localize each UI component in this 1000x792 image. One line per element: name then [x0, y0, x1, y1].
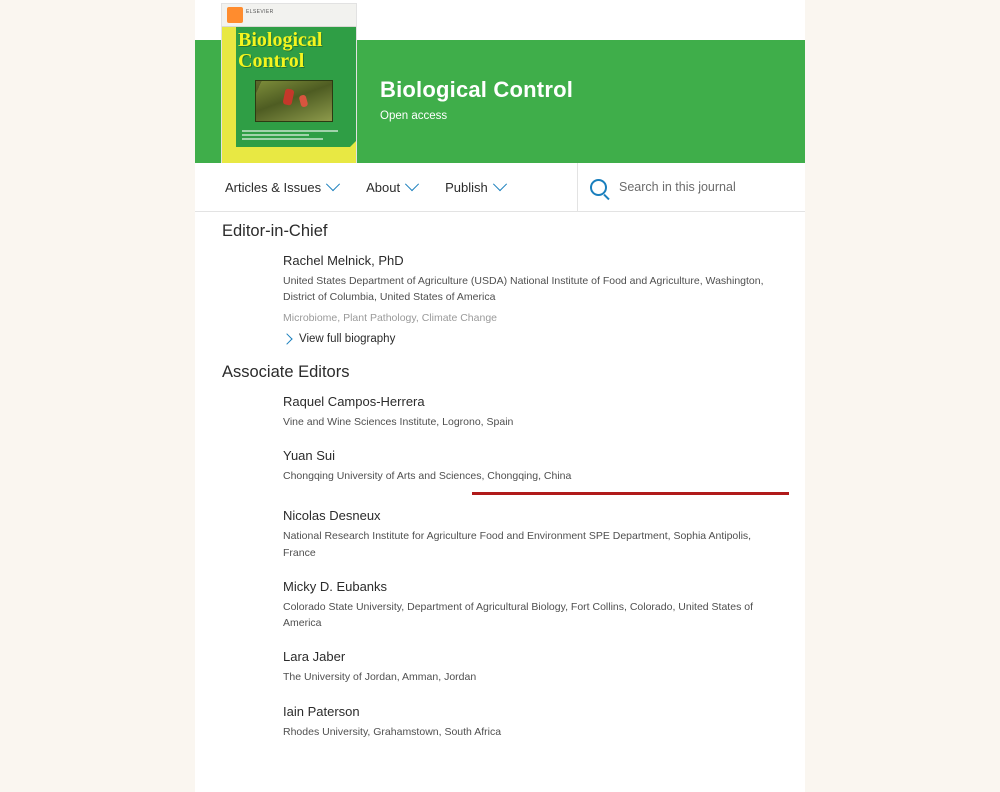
nav-divider: [577, 163, 578, 211]
editor-name: Nicolas Desneux: [283, 508, 381, 524]
editor-affiliation: Colorado State University, Department of Agricultural Biology, Fort Collins, Colorado, United States of America: [283, 600, 753, 630]
cover-photo-insect-1: [282, 88, 294, 106]
nav-item-label: Publish: [445, 179, 488, 195]
editorial-board-content: [195, 211, 805, 758]
view-full-biography-label: View full biography: [299, 332, 396, 345]
journal-search[interactable]: [590, 163, 805, 211]
editor-name: Micky D. Eubanks: [283, 578, 388, 594]
nav-item-label: Articles & Issues: [225, 179, 322, 195]
cover-photo-insect-2: [299, 94, 309, 107]
journal-page: [195, 0, 805, 792]
cover-wedge: [340, 131, 357, 157]
editor-entry: [283, 253, 773, 345]
cover-yellow-band: [222, 26, 236, 163]
chevron-down-icon: [405, 177, 419, 191]
editor-affiliation: Chongqing University of Arts and Sciences, Chongqing, China: [283, 470, 572, 483]
editor-affiliation: National Research Institute for Agriculture Food and Environment SPE Department, Sophia Antipolis, France: [283, 530, 752, 559]
cover-title-line1: Biological: [238, 29, 323, 51]
editor-entry: [283, 579, 773, 632]
search-input[interactable]: [617, 179, 805, 195]
editor-name: Raquel Campos-Herrera: [283, 393, 425, 409]
journal-navbar: [195, 163, 805, 212]
editor-entry: [283, 448, 773, 484]
nav-item-publish[interactable]: [445, 180, 505, 195]
editor-name: Yuan Sui: [283, 448, 336, 464]
nav-item-label: About: [366, 179, 401, 195]
editor-affiliation: Rhodes University, Grahamstown, South Africa: [283, 725, 502, 738]
chevron-down-icon: [493, 177, 507, 191]
elsevier-logo-icon: [227, 7, 243, 23]
nav-item-articles-issues[interactable]: [225, 180, 338, 195]
associate-editors-list: [195, 394, 805, 740]
editor-name: Rachel Melnick, PhD: [283, 253, 404, 268]
editor-affiliation: The University of Jordan, Amman, Jordan: [283, 671, 477, 684]
search-icon[interactable]: [590, 179, 607, 196]
nav-item-about[interactable]: [366, 180, 417, 195]
chevron-right-icon: [281, 333, 292, 344]
editor-name: Iain Paterson: [283, 703, 360, 719]
cover-text-lines: [242, 130, 338, 142]
editor-affiliation: Vine and Wine Sciences Institute, Logrono, Spain: [283, 415, 514, 428]
editor-entry: [283, 649, 773, 685]
red-underline-annotation: [472, 492, 789, 495]
cover-title-line2: Control: [238, 50, 305, 72]
editor-entry: [283, 704, 773, 740]
journal-cover-image[interactable]: [221, 3, 357, 164]
journal-access-label: Open access: [380, 110, 448, 122]
nav-items: [225, 163, 505, 211]
section-title-editor-in-chief: Editor-in-Chief: [222, 222, 328, 240]
editor-affiliation: United States Department of Agriculture (USDA) National Institute of Food and Agriculture, Washington, District of Columbia, United States of America: [283, 275, 764, 304]
cover-header-bar: [222, 4, 356, 27]
cover-title: [238, 30, 354, 72]
journal-title: Biological Control: [380, 77, 574, 102]
chevron-down-icon: [326, 177, 340, 191]
cover-yellow-bottom-band: [222, 147, 356, 163]
editor-entry: [283, 508, 773, 561]
editor-name: Lara Jaber: [283, 649, 346, 665]
cover-photo: [255, 80, 333, 122]
section-title-associate-editors: Associate Editors: [222, 362, 350, 381]
view-full-biography-link[interactable]: [283, 333, 773, 345]
editor-entry: [283, 394, 773, 430]
cover-publisher-label: ELSEVIER: [246, 9, 274, 15]
editor-topics: Microbiome, Plant Pathology, Climate Change: [283, 311, 497, 324]
